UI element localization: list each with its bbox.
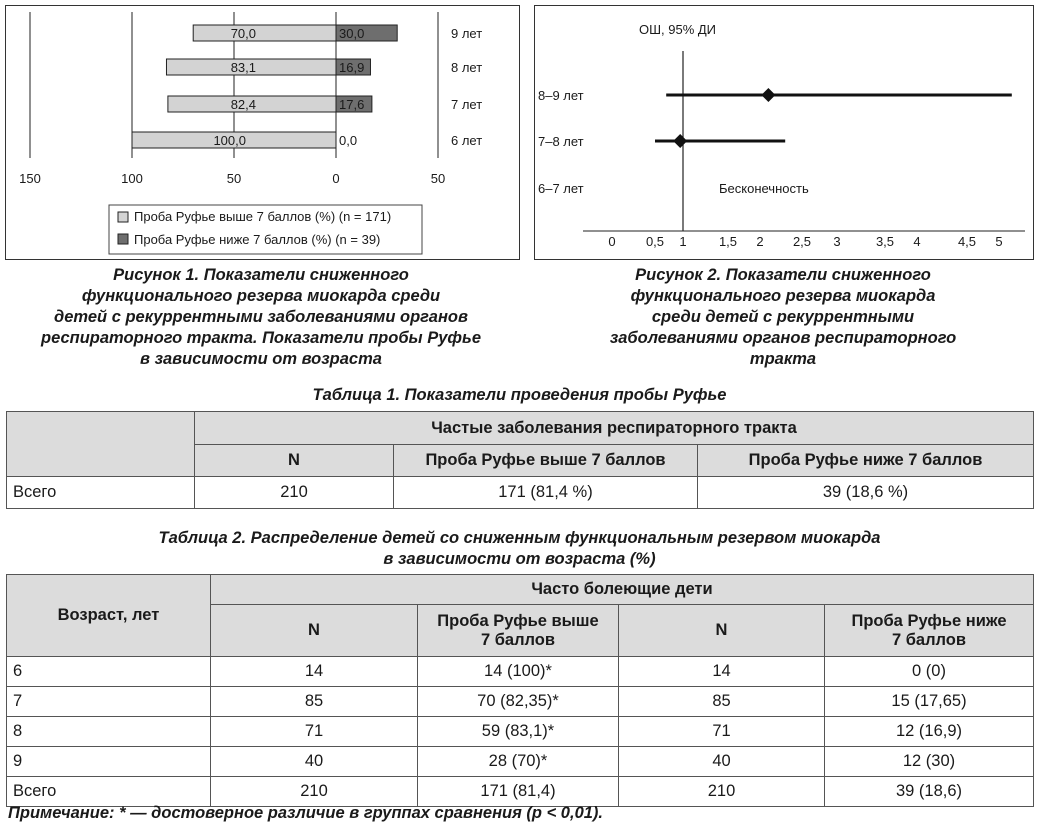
table1-header-cell: Проба Руфье выше 7 баллов xyxy=(394,445,698,477)
x-tick-label: 3 xyxy=(833,234,841,249)
table-row xyxy=(7,477,1034,509)
x-tick-label: 1 xyxy=(679,234,687,249)
figure1-caption-line: в зависимости от возраста xyxy=(140,350,382,368)
data-label-above-7: 100,0 xyxy=(213,133,246,148)
figure1-chart xyxy=(6,6,519,259)
table2-cell: 70 (82,35)* xyxy=(418,687,619,717)
table2-cell: 8 xyxy=(7,717,211,747)
category-label: 6 лет xyxy=(451,133,483,148)
row-label: 8–9 лет xyxy=(538,88,584,103)
x-tick-label: 0,5 xyxy=(645,234,665,249)
table2-caption-line: в зависимости от возраста (%) xyxy=(383,550,656,568)
table1-cell: 171 (81,4 %) xyxy=(394,477,698,509)
legend-swatch-below-7 xyxy=(118,234,128,244)
table2-cell: 28 (70)* xyxy=(418,747,619,777)
x-tick-label: 4 xyxy=(913,234,921,249)
x-tick-label: 0 xyxy=(608,234,616,249)
table2-header-cell: N xyxy=(211,605,418,657)
legend xyxy=(109,205,422,254)
table2-cell: 12 (16,9) xyxy=(825,717,1034,747)
figure2-panel xyxy=(534,5,1034,260)
table2-cell: 14 (100)* xyxy=(418,657,619,687)
footnote: Примечание: * — достоверное различие в группах сравнения (p < 0,01). xyxy=(8,804,603,822)
x-tick-label: 2 xyxy=(756,234,764,249)
data-label-above-7: 83,1 xyxy=(230,60,256,75)
table2-cell: 210 xyxy=(619,777,825,807)
x-tick-label: 3,5 xyxy=(875,234,895,249)
table2-cell: 71 xyxy=(619,717,825,747)
chart-title: ОШ, 95% ДИ xyxy=(639,22,717,37)
table2-header-cell xyxy=(418,605,619,657)
table1 xyxy=(6,411,1034,509)
table2-caption-line: Таблица 2. Распределение детей со сниженным функциональным резервом миокарда xyxy=(158,529,881,547)
table2-cell: Всего xyxy=(7,777,211,807)
table2-cell: 7 xyxy=(7,687,211,717)
table2-header-line: 7 баллов xyxy=(480,630,556,649)
table-row xyxy=(7,687,1034,717)
row-annotation: Бесконечность xyxy=(719,181,809,196)
table-row xyxy=(7,747,1034,777)
legend-label: Проба Руфье ниже 7 баллов (%) (n = 39) xyxy=(134,232,381,247)
figure1-panel xyxy=(5,5,520,260)
table1-header-cell: N xyxy=(195,445,394,477)
figure2-caption-line: заболеваниями органов респираторного xyxy=(609,329,957,347)
data-label-above-7: 70,0 xyxy=(230,26,256,41)
table2-cell: 171 (81,4) xyxy=(418,777,619,807)
x-tick-label: 100 xyxy=(121,171,143,186)
table2-cell: 40 xyxy=(211,747,418,777)
x-tick-label: 2,5 xyxy=(792,234,812,249)
legend-label: Проба Руфье выше 7 баллов (%) (n = 171) xyxy=(134,209,392,224)
data-label-below-7: 16,9 xyxy=(339,60,365,75)
x-tick-label: 50 xyxy=(430,171,446,186)
data-label-below-7: 30,0 xyxy=(339,26,365,41)
figure2-caption-line: Рисунок 2. Показатели сниженного xyxy=(635,266,931,284)
table2-caption xyxy=(0,528,1039,570)
x-tick-label: 0 xyxy=(332,171,340,186)
table2-group-header: Часто болеющие дети xyxy=(211,575,1034,605)
figure2-caption xyxy=(530,265,1036,370)
x-tick-label: 50 xyxy=(226,171,242,186)
data-label-above-7: 82,4 xyxy=(230,97,256,112)
figure2-caption-line: функционального резерва миокарда xyxy=(630,287,936,305)
x-tick-label: 1,5 xyxy=(718,234,738,249)
figure2-caption-line: тракта xyxy=(749,350,817,368)
table1-cell: 39 (18,6 %) xyxy=(698,477,1034,509)
figure2-chart xyxy=(535,6,1033,259)
table2-cell: 71 xyxy=(211,717,418,747)
category-label: 8 лет xyxy=(451,60,483,75)
figure1-caption-line: детей с рекуррентными заболеваниями органов xyxy=(54,308,468,326)
category-label: 7 лет xyxy=(451,97,483,112)
x-tick-label: 4,5 xyxy=(957,234,977,249)
table2-header-cell xyxy=(825,605,1034,657)
data-label-below-7: 17,6 xyxy=(339,97,365,112)
figure1-caption-line: функционального резерва миокарда среди xyxy=(81,287,441,305)
table-row xyxy=(7,657,1034,687)
table2 xyxy=(6,574,1034,807)
x-tick-label: 5 xyxy=(995,234,1003,249)
data-label-below-7: 0,0 xyxy=(339,133,358,148)
table2-cell: 210 xyxy=(211,777,418,807)
row-label: 6–7 лет xyxy=(538,181,584,196)
table1-caption: Таблица 1. Показатели проведения пробы Руфье xyxy=(312,386,727,404)
table2-cell: 15 (17,65) xyxy=(825,687,1034,717)
table1-cell: 210 xyxy=(195,477,394,509)
or-point xyxy=(673,134,687,148)
figure1-caption-line: Рисунок 1. Показатели сниженного xyxy=(113,266,409,284)
table1-header-cell: Проба Руфье ниже 7 баллов xyxy=(698,445,1034,477)
figure1-caption xyxy=(0,265,522,370)
figure1-caption-line: респираторного тракта. Показатели пробы Руфье xyxy=(41,329,481,347)
row-label: 7–8 лет xyxy=(538,134,584,149)
category-label: 9 лет xyxy=(451,26,483,41)
bar-above-7 xyxy=(193,25,336,41)
table2-header-line: 7 баллов xyxy=(891,630,967,649)
table2-cell: 0 (0) xyxy=(825,657,1034,687)
table2-cell: 40 xyxy=(619,747,825,777)
table2-header-line: Проба Руфье выше xyxy=(437,611,599,630)
table1-group-header: Частые заболевания респираторного тракта xyxy=(195,412,1034,445)
table1-cell: Всего xyxy=(7,477,195,509)
table2-header-line: Проба Руфье ниже xyxy=(851,611,1007,630)
table2-cell: 14 xyxy=(211,657,418,687)
table2-header-cell: N xyxy=(619,605,825,657)
table2-cell: 59 (83,1)* xyxy=(418,717,619,747)
or-point xyxy=(761,88,775,102)
table2-cell: 85 xyxy=(211,687,418,717)
table-row xyxy=(7,717,1034,747)
table2-cell: 9 xyxy=(7,747,211,777)
table2-cell: 85 xyxy=(619,687,825,717)
table-row xyxy=(7,777,1034,807)
figure2-caption-line: среди детей с рекуррентными xyxy=(651,308,915,326)
table2-cell: 14 xyxy=(619,657,825,687)
table2-age-header: Возраст, лет xyxy=(7,575,211,657)
table2-cell: 12 (30) xyxy=(825,747,1034,777)
table1-corner-cell xyxy=(7,412,195,477)
legend-swatch-above-7 xyxy=(118,212,128,222)
table2-cell: 39 (18,6) xyxy=(825,777,1034,807)
x-tick-label: 150 xyxy=(19,171,41,186)
table2-cell: 6 xyxy=(7,657,211,687)
